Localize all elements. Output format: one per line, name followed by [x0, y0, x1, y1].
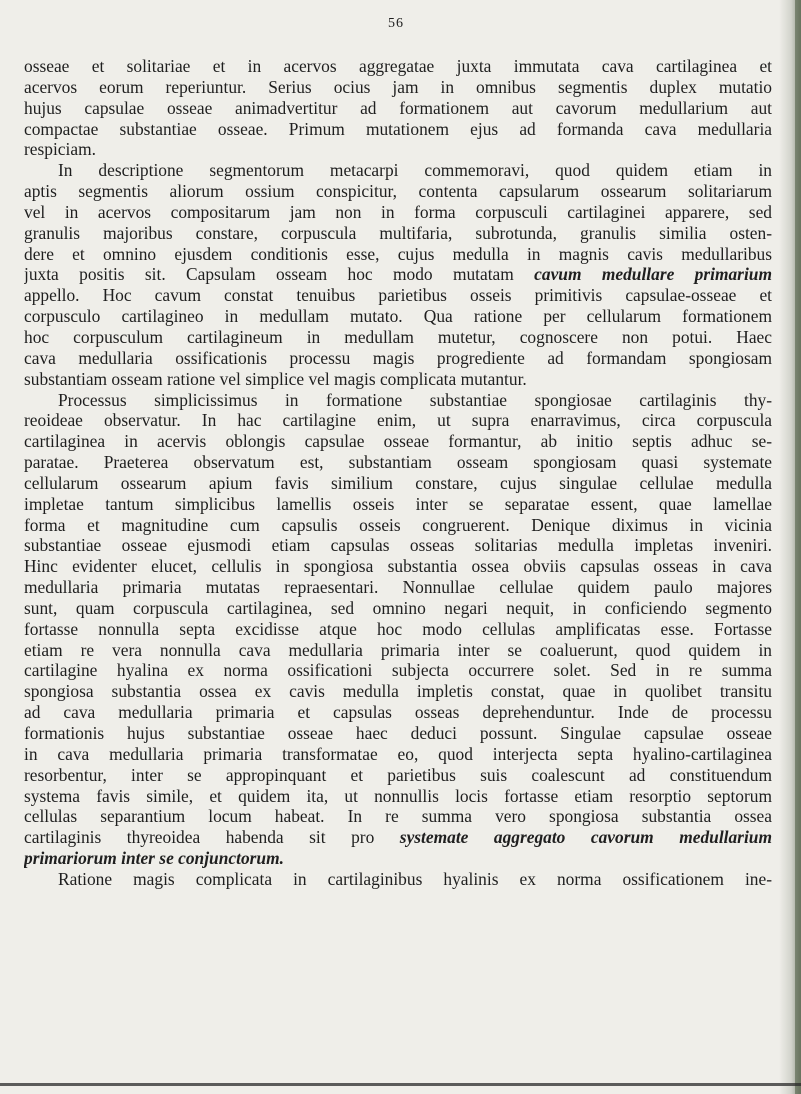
text-line: spongiosa substantia ossea ex cavis medulla impletis constat, quae in quolibet transitu: [24, 681, 772, 702]
text-line: aptis segmentis aliorum ossium conspicitur, contenta capsularum ossearum solitariarum: [24, 181, 772, 202]
page-bottom-edge: [0, 1083, 801, 1086]
text-line: cellularum ossearum apium favis similium constare, cujus singulae cellulae medulla: [24, 472, 772, 493]
text-line: cartilagine hyalina ex norma ossificationi subjecta occurrere solet. Sed in re summa: [24, 660, 772, 681]
text-line: etiam re vera nonnulla cava medullaria primaria inter se coaluerunt, quod quidem in: [24, 639, 772, 660]
text-line: vel in acervos compositarum jam non in forma corpusculi cartilaginei apparere, sed: [24, 201, 772, 222]
paragraph-4: [24, 869, 772, 890]
text-line-with-emphasis: [24, 827, 772, 848]
text-line: formationis hujus substantiae osseae haec deduci possunt. Singulae capsulae osseae: [24, 723, 772, 743]
text-line: cartilaginea in acervis oblongis capsulae osseae formantur, ab initio septis adhuc se-: [24, 431, 772, 452]
text-line: paratae. Praeterea observatum est, substantiam osseam spongiosam quasi systemate: [24, 452, 772, 473]
text-line: granulis majoribus constare, corpuscula multifaria, subrotunda, granulis similia osten-: [24, 222, 772, 243]
text-fragment: cartilaginis thyreoidea habenda sit pro: [24, 827, 375, 848]
emphasis-term: primariorum inter se conjunctorum.: [24, 848, 284, 869]
text-line: Hinc evidenter elucet, cellulis in spongiosa substantia ossea obviis capsulas osseas in cava: [24, 556, 772, 577]
text-line: hujus capsulae osseae animadvertitur ad formationem aut cavorum medullarium aut: [24, 97, 772, 118]
paragraph-3: [24, 390, 772, 869]
text-fragment: juxta positis sit. Capsulam osseam hoc modo mutatam: [24, 264, 514, 285]
text-line: cava medullaria ossificationis processu magis progrediente ad formandam spongiosam: [24, 347, 772, 368]
text-line: corpusculo cartilagineo in medullam mutato. Qua ratione per cellularum formationem: [24, 306, 772, 327]
text-line: in cava medullaria primaria transformatae eo, quod interjecta septa hyalino-cartilaginea: [24, 743, 772, 764]
text-line: resorbentur, inter se appropinquant et parietibus suis coalescunt ad constituendum: [24, 764, 772, 785]
text-line: medullaria primaria mutatas repraesentari. Nonnullae cellulae quidem paulo majores: [24, 577, 772, 598]
text-line: substantiam osseam ratione vel simplice vel magis complicata mutantur.: [24, 368, 527, 389]
text-line: substantiae osseae ejusmodi etiam capsulas osseas solitarias medulla impletas inveniri.: [24, 535, 772, 556]
emphasis-term: cavum medullare primarium: [534, 264, 772, 285]
text-line: osseae et solitariae et in acervos aggregatae juxta immutata cava cartilaginea et: [24, 56, 772, 76]
text-line: Ratione magis complicata in cartilaginibus hyalinis ex norma ossificationem ine-: [58, 868, 772, 889]
text-line: acervos eorum reperiuntur. Serius ocius jam in omnibus segmentis duplex mutatio: [24, 76, 772, 97]
paragraph-2: [24, 160, 772, 389]
text-line: fortasse nonnulla septa excidisse atque hoc modo cellulas amplificatas esse. Fortasse: [24, 618, 772, 639]
page-number: 56: [388, 16, 404, 31]
text-line-emphasis: [24, 848, 772, 869]
text-line: impletae tantum simplicibus lamellis osseis inter se separatae essent, quae lamellae: [24, 493, 772, 514]
text-line: systema favis simile, et quidem ita, ut nonnullis locis fortasse etiam resorptio septorum: [24, 785, 772, 806]
page-binding-edge: [795, 0, 801, 1094]
text-line: In descriptione segmentorum metacarpi commemoravi, quod quidem etiam in: [58, 160, 772, 181]
text-line: reoideae observatur. In hac cartilagine enim, ut supra enarravimus, circa corpuscula: [24, 410, 772, 431]
text-line: compactae substantiae osseae. Primum mutationem ejus ad formanda cava medullaria: [24, 118, 772, 139]
text-line: appello. Hoc cavum constat tenuibus parietibus osseis primitivis capsulae-osseae et: [24, 285, 772, 306]
text-line: dere et omnino ejusdem conditionis esse, cujus medulla in magnis cavis medullaribus: [24, 243, 772, 264]
body-text: [24, 56, 772, 890]
text-line: ad cava medullaria primaria et capsulas osseas deprehenduntur. Inde de processu: [24, 702, 772, 723]
text-line: sunt, quam corpuscula cartilaginea, sed omnino negari nequit, in conficiendo segmento: [24, 597, 772, 618]
text-line: hoc corpusculum cartilagineum in medullam mutetur, cognoscere non potui. Haec: [24, 326, 772, 347]
text-line: respiciam.: [24, 139, 96, 160]
text-line-with-emphasis: [24, 264, 772, 285]
text-line: Processus simplicissimus in formatione substantiae spongiosae cartilaginis thy-: [58, 389, 772, 410]
text-line: cellulas separantium locum habeat. In re summa vero spongiosa substantia ossea: [24, 806, 772, 827]
emphasis-term: systemate aggregato cavorum medullarium: [399, 827, 772, 848]
text-line: forma et magnitudine cum capsulis osseis congruerent. Denique diximus in vicinia: [24, 514, 772, 535]
paragraph-1: [24, 56, 772, 160]
